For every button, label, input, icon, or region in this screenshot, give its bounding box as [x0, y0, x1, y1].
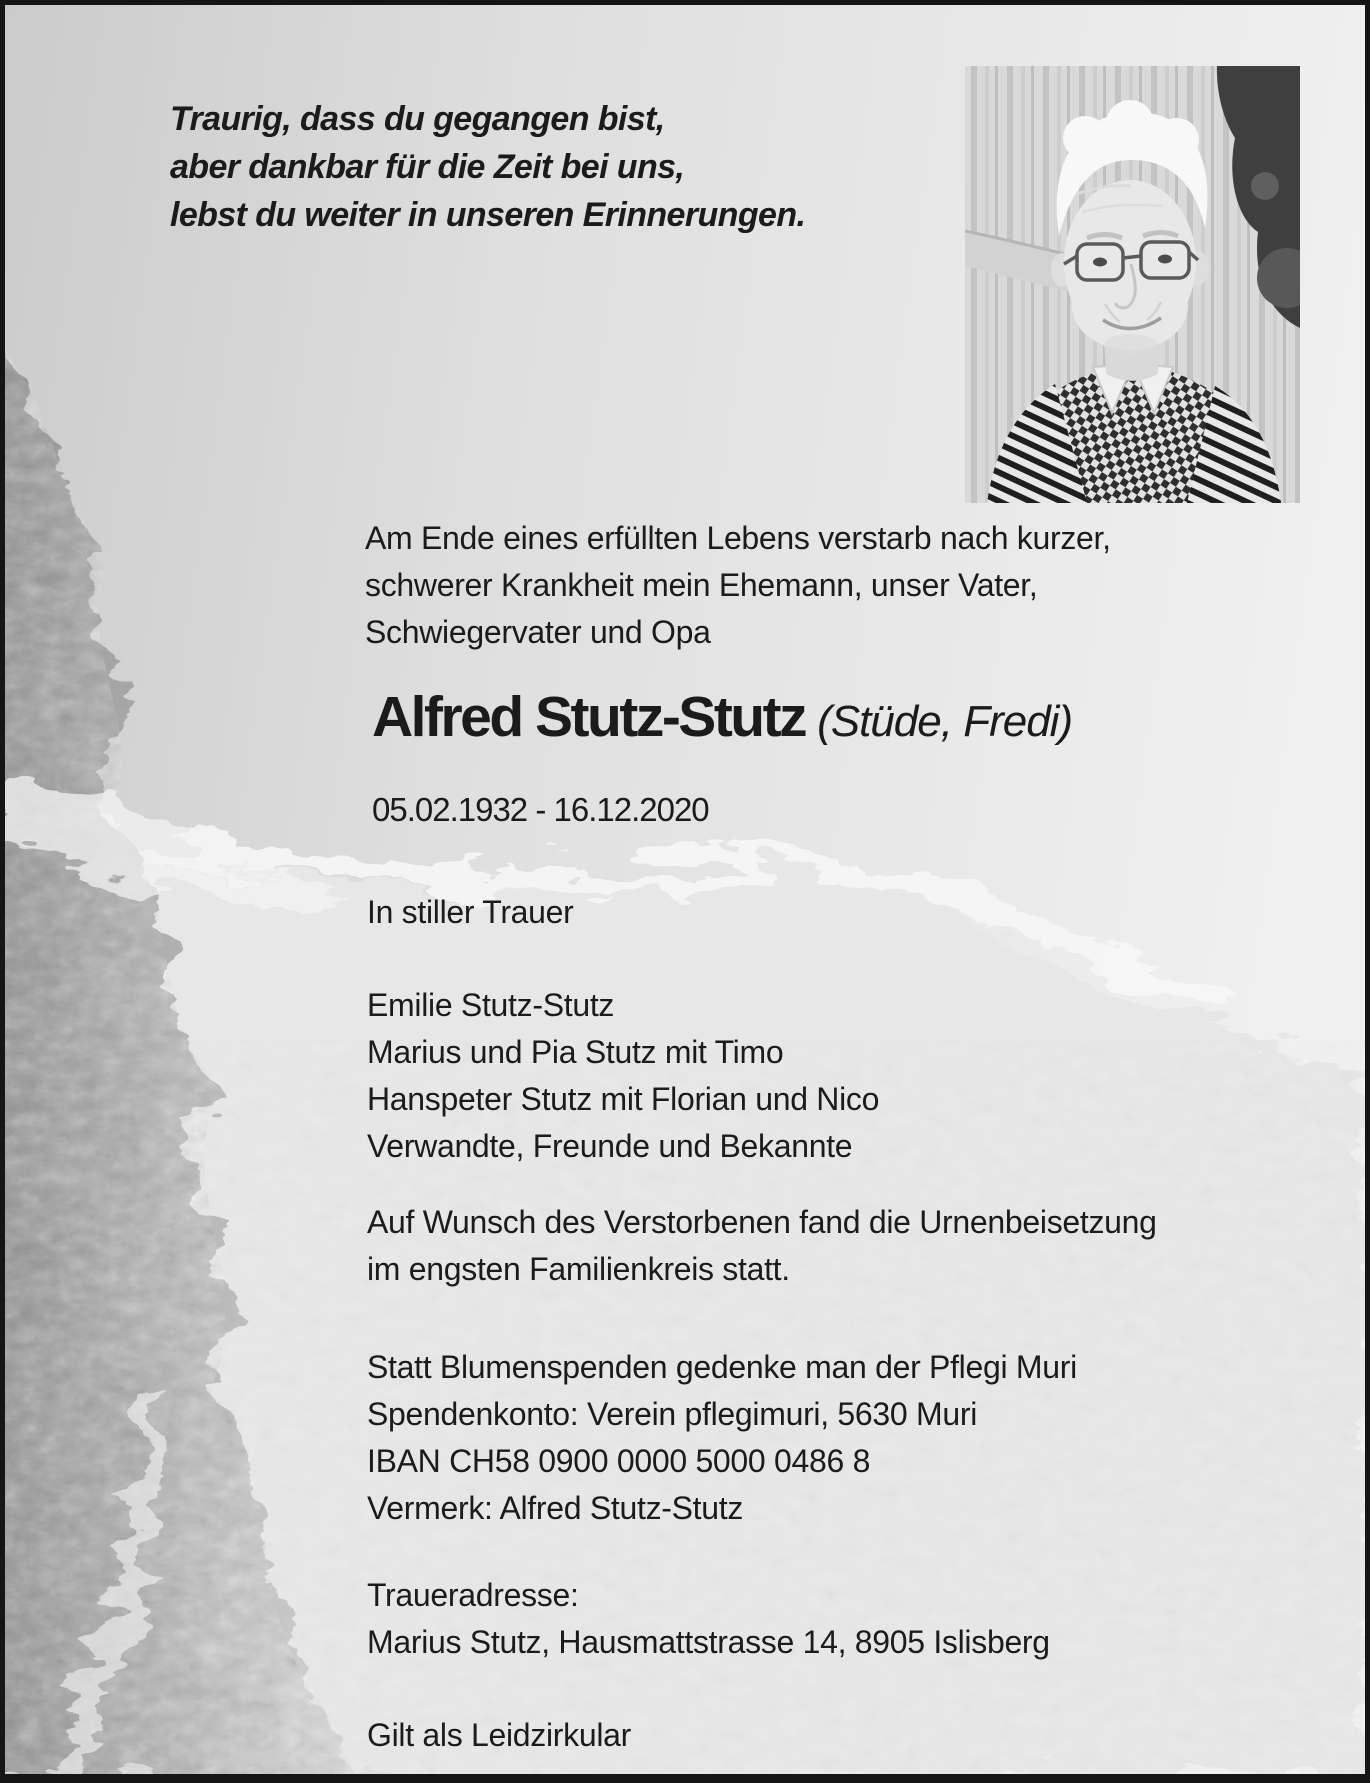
address-line: Marius Stutz, Hausmattstrasse 14, 8905 Islisberg — [367, 1624, 1050, 1660]
portrait-photo-image — [965, 66, 1300, 503]
portrait-photo — [965, 66, 1300, 503]
family-member-4: Verwandte, Freunde und Bekannte — [367, 1128, 853, 1164]
epigraph-line-3: lebst du weiter in unseren Erinnerungen. — [170, 196, 806, 234]
announcement-paragraph — [365, 515, 1111, 656]
mourning-address — [367, 1572, 1050, 1666]
mourning-label: In stiller Trauer — [367, 894, 574, 930]
family-member-1: Emilie Stutz-Stutz — [367, 987, 615, 1023]
family-list — [367, 982, 879, 1170]
address-label: Traueradresse: — [367, 1577, 579, 1613]
burial-line-1: Auf Wunsch des Verstorbenen fand die Urnenbeisetzung — [367, 1204, 1157, 1240]
donation-line-2: Spendenkonto: Verein pflegimuri, 5630 Muri — [367, 1396, 978, 1432]
family-member-2: Marius und Pia Stutz mit Timo — [367, 1034, 784, 1070]
announcement-line-1: Am Ende eines erfüllten Lebens verstarb nach kurzer, — [365, 520, 1111, 556]
life-dates: 05.02.1932 - 16.12.2020 — [372, 791, 709, 828]
donation-line-1: Statt Blumenspenden gedenke man der Pflegi Muri — [367, 1349, 1077, 1385]
burial-line-2: im engsten Familienkreis statt. — [367, 1251, 790, 1287]
family-member-3: Hanspeter Stutz mit Florian und Nico — [367, 1081, 880, 1117]
deceased-name-line — [372, 685, 1072, 764]
epigraph-line-2: aber dankbar für die Zeit bei uns, — [170, 148, 685, 186]
epigraph — [170, 95, 805, 239]
burial-note — [367, 1199, 1157, 1293]
deceased-name: Alfred Stutz-Stutz — [372, 685, 806, 749]
epigraph-line-1: Traurig, dass du gegangen bist, — [170, 100, 665, 138]
announcement-line-2: schwerer Krankheit mein Ehemann, unser Vater, — [365, 567, 1038, 603]
deceased-nickname: (Stüde, Fredi) — [817, 697, 1073, 746]
donation-reference: Vermerk: Alfred Stutz-Stutz — [367, 1490, 744, 1526]
announcement-line-3: Schwiegervater und Opa — [365, 614, 711, 650]
footer-note: Gilt als Leidzirkular — [367, 1717, 632, 1753]
donation-note — [367, 1344, 1077, 1532]
donation-iban: IBAN CH58 0900 0000 5000 0486 8 — [367, 1443, 871, 1479]
